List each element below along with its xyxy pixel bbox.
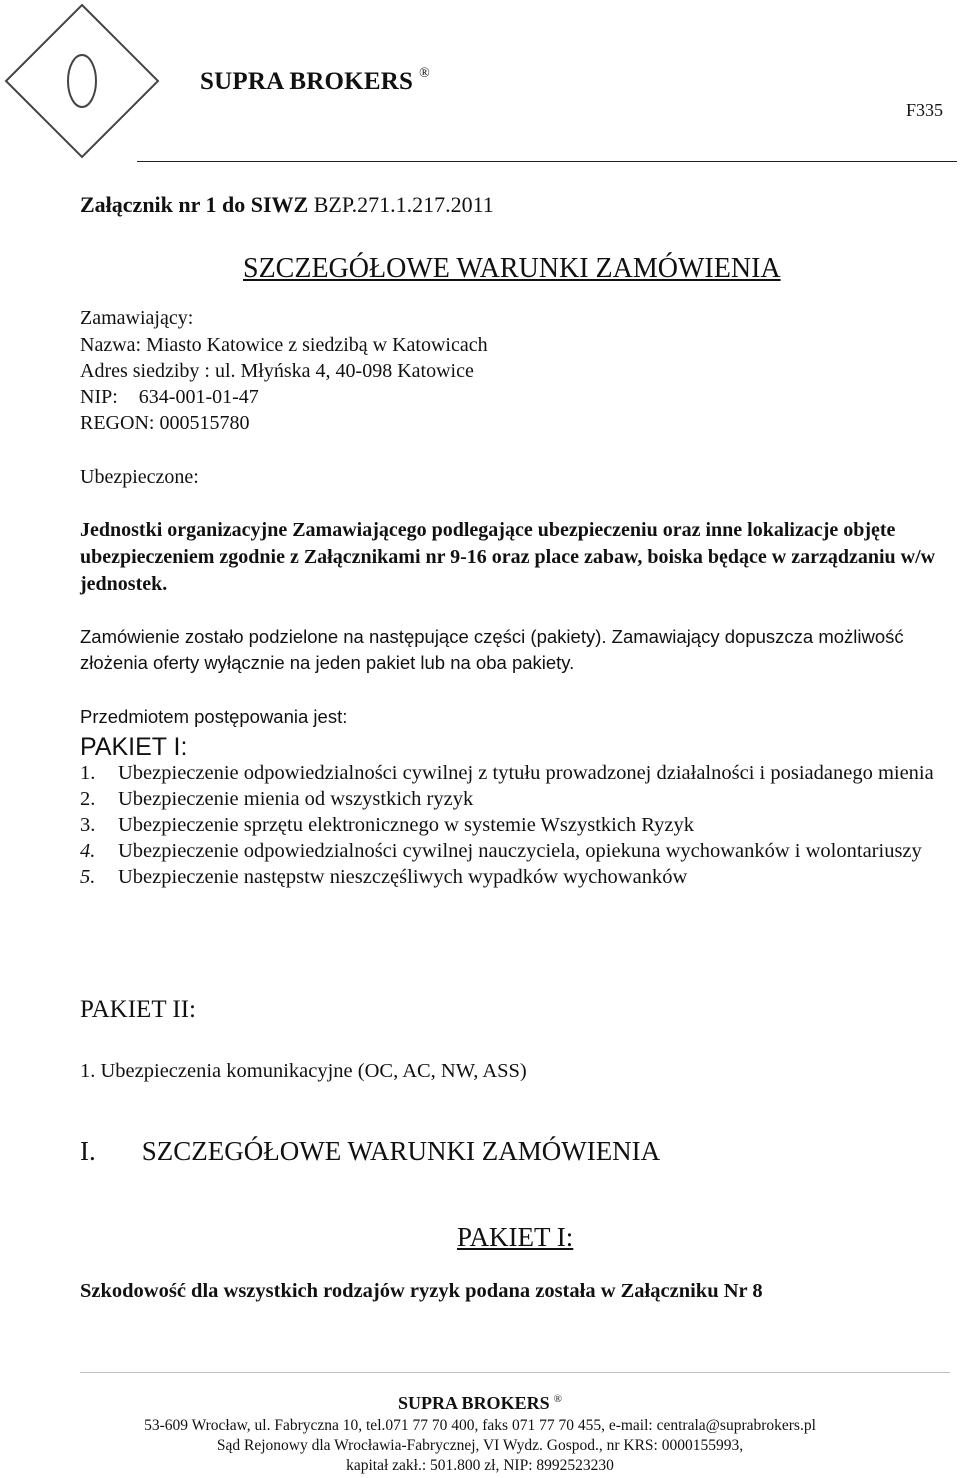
- document-title: SZCZEGÓŁOWE WARUNKI ZAMÓWIENIA: [243, 253, 781, 284]
- section-package-heading: PAKIET I:: [457, 1222, 574, 1252]
- footer-brand: SUPRA BROKERS ®: [398, 1393, 562, 1413]
- orderer-name: Nazwa: Miasto Katowice z siedzibą w Katowicach: [80, 334, 488, 356]
- header-divider: [137, 161, 957, 162]
- insured-heading: Ubezpieczone:: [80, 466, 199, 488]
- footer-court: Sąd Rejonowy dla Wrocławia-Fabrycznej, VI Wydz. Gospod., nr KRS: 0000155993,: [216, 1437, 744, 1454]
- footer-address: 53-609 Wrocław, ul. Fabryczna 10, tel.071 77 70 400, faks 071 77 70 455, e-mail: centrala@suprabrokers.pl: [144, 1417, 816, 1434]
- package1-list: [80, 760, 958, 890]
- list-item: 4. Ubezpieczenie odpowiedzialności cywilnej nauczyciela, opiekuna wychowanków i wolontariuszy: [80, 840, 922, 862]
- orderer-regon: REGON: 000515780: [80, 412, 250, 434]
- orderer-nip: NIP: 634-001-01-47: [80, 386, 259, 408]
- package2-item: 1. Ubezpieczenia komunikacyjne (OC, AC, NW, ASS): [80, 1060, 527, 1082]
- supra-brokers-logo: [2, 2, 162, 160]
- footer-divider: [80, 1372, 950, 1373]
- subject-heading: Przedmiotem postępowania jest:: [80, 706, 348, 727]
- registered-mark: ®: [419, 66, 430, 81]
- form-code: F335: [906, 100, 944, 120]
- orderer-heading: Zamawiający:: [80, 307, 194, 329]
- footer-capital: kapitał zakł.: 501.800 zł, NIP: 8992523230: [346, 1457, 614, 1474]
- annex-reference: Załącznik nr 1 do SIWZ BZP.271.1.217.2011: [80, 192, 494, 217]
- package2-heading: PAKIET II:: [80, 996, 196, 1023]
- section-heading: I. SZCZEGÓŁOWE WARUNKI ZAMÓWIENIA: [80, 1136, 661, 1166]
- brand-name: SUPRA BROKERS ®: [200, 66, 430, 95]
- list-item: 5. Ubezpieczenie następstw nieszczęśliwych wypadków wychowanków: [80, 866, 688, 888]
- package1-heading: PAKIET I:: [80, 733, 188, 761]
- list-item: 1. Ubezpieczenie odpowiedzialności cywilnej z tytułu prowadzonej działalności i posiadanego mienia: [80, 762, 934, 784]
- division-note: Zamówienie zostało podzielone na następujące części (pakiety). Zamawiający dopuszcza możliwość złożenia oferty wyłącznie na jeden pakiet lub na oba pakiety.: [80, 626, 904, 673]
- list-item: 3. Ubezpieczenie sprzętu elektronicznego w systemie Wszystkich Ryzyk: [80, 814, 695, 836]
- insured-description: Jednostki organizacyjne Zamawiającego podlegające ubezpieczeniu oraz inne lokalizacje objęte ubezpieczeniem zgodnie z Załącznikami nr 9-16 oraz place zabaw, boiska będące w zarządzaniu w/w jednostek.: [80, 519, 936, 595]
- list-item: 2. Ubezpieczenie mienia od wszystkich ryzyk: [80, 788, 474, 810]
- claims-note: Szkodowość dla wszystkich rodzajów ryzyk podana została w Załączniku Nr 8: [80, 1280, 763, 1302]
- orderer-address: Adres siedziby : ul. Młyńska 4, 40-098 Katowice: [80, 360, 474, 382]
